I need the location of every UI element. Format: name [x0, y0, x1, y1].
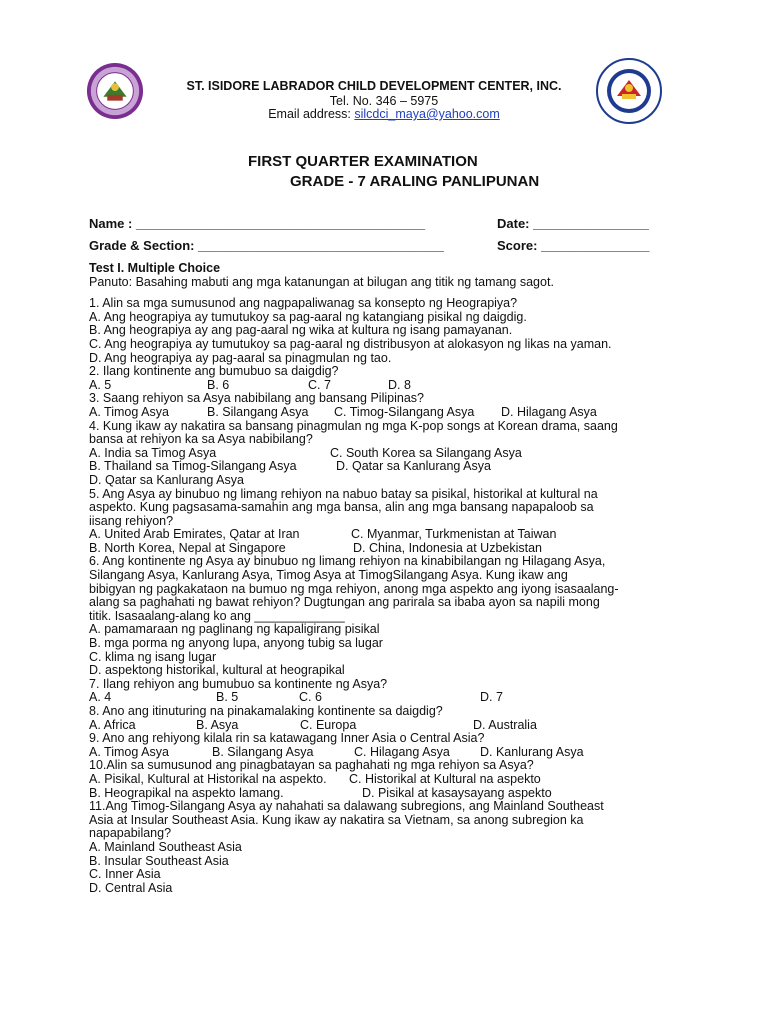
choice-text: D. China, Indonesia at Uzbekistan — [353, 540, 542, 555]
line-text: napapabilang? — [89, 826, 172, 841]
choice-text: C. Historikal at Kultural na aspekto — [349, 771, 541, 786]
choice-text: B. 6 — [207, 377, 230, 392]
question-line — [89, 569, 689, 583]
question-line — [89, 583, 689, 597]
line-text: A. 5 — [89, 377, 112, 392]
question-line — [89, 406, 689, 420]
line-text: D. Central Asia — [89, 880, 173, 895]
choice-text: C. Europa — [300, 717, 357, 732]
choice-text: C. 6 — [299, 690, 322, 705]
date-field[interactable]: Date: ________________ — [497, 216, 649, 231]
question-line — [89, 297, 689, 311]
line-text: C. Inner Asia — [89, 867, 161, 882]
line-text: A. Ang heograpiya ay tumutukoy sa pag-aaral ng katangiang pisikal ng daigdig. — [89, 309, 527, 324]
question-line — [89, 447, 689, 461]
line-text: 2. Ilang kontinente ang bumubuo sa daigdig? — [89, 364, 339, 379]
line-text: A. Africa — [89, 717, 136, 732]
test-title: Test I. Multiple Choice — [89, 261, 221, 275]
line-text: B. Ang heograpiya ay ang pag-aaral ng wika at kultura ng isang pamayanan. — [89, 323, 513, 338]
choice-text: C. Timog-Silangang Asya — [334, 404, 475, 419]
question-line — [89, 882, 689, 896]
line-text: 8. Ano ang itinuturing na pinakamalaking kontinente sa daigdig? — [89, 704, 443, 718]
line-text: A. India sa Timog Asya — [89, 445, 217, 460]
question-line — [89, 515, 689, 529]
exam-title: FIRST QUARTER EXAMINATION — [248, 153, 478, 170]
question-line — [89, 338, 689, 352]
line-text: 5. Ang Asya ay binubuo ng limang rehiyon na nabuo batay sa pisikal, historikal at kultural na — [89, 486, 598, 501]
question-line — [89, 610, 689, 624]
line-text: 7. Ilang rehiyon ang bumubuo sa kontinente ng Asya? — [89, 676, 388, 691]
choice-text: D. Kanlurang Asya — [480, 744, 584, 759]
question-line — [89, 365, 689, 379]
line-text: 6. Ang kontinente ng Asya ay binubuo ng limang rehiyon na kinabibilangan ng Hilagang Asya, — [89, 554, 606, 569]
question-line — [89, 474, 689, 488]
choice-text: C. Myanmar, Turkmenistan at Taiwan — [351, 527, 557, 542]
line-text: C. klima ng isang lugar — [89, 649, 217, 664]
question-line — [89, 651, 689, 665]
choice-text: D. 8 — [388, 377, 411, 392]
question-line — [89, 555, 689, 569]
line-text: D. Qatar sa Kanlurang Asya — [89, 472, 244, 487]
question-line — [89, 841, 689, 855]
email-link[interactable]: silcdci_maya@yahoo.com — [354, 107, 500, 121]
question-line — [89, 719, 689, 733]
line-text: A. Mainland Southeast Asia — [89, 839, 242, 854]
choice-text: C. Hilagang Asya — [354, 744, 450, 759]
line-text: D. aspektong historikal, kultural at heograpikal — [89, 663, 345, 678]
line-text: 11.Ang Timog-Silangang Asya ay nahahati sa dalawang subregions, ang Mainland Southeast — [89, 799, 604, 814]
email-label: Email address: — [268, 107, 355, 121]
question-line — [89, 827, 689, 841]
line-text: B. mga porma ng anyong lupa, anyong tubig sa lugar — [89, 636, 383, 651]
test-body — [89, 262, 689, 895]
question-line — [89, 623, 689, 637]
question-line — [89, 637, 689, 651]
school-name: ST. ISIDORE LABRADOR CHILD DEVELOPMENT CENTER, INC. — [186, 79, 562, 93]
choice-text: D. Australia — [473, 717, 537, 732]
line-text: Asia at Insular Southeast Asia. Kung ikaw ay nakatira sa Vietnam, sa anong subregion ka — [89, 812, 584, 827]
question-line — [89, 678, 689, 692]
question-line — [89, 855, 689, 869]
name-field[interactable]: Name : ________________________________________ — [89, 216, 426, 231]
question-line — [89, 379, 689, 393]
line-text: B. North Korea, Nepal at Singapore — [89, 540, 286, 555]
line-text: A. Pisikal, Kultural at Historikal na aspekto. — [89, 771, 327, 786]
question-line — [89, 501, 689, 515]
question-line — [89, 705, 689, 719]
line-text: aspekto. Kung pagsasama-samahin ang mga bansa, alin ang mga bansang napapaloob sa — [89, 500, 594, 515]
grade-section-field[interactable]: Grade & Section: __________________________________ — [89, 238, 444, 253]
line-text: titik. Isasaalang-alang ko ang _____________ — [89, 608, 345, 623]
line-text: 1. Alin sa mga sumusunod ang nagpapaliwanag sa konsepto ng Heograpiya? — [89, 296, 518, 311]
line-text: A. United Arab Emirates, Qatar at Iran — [89, 527, 300, 542]
choice-text: B. Asya — [196, 717, 239, 732]
choice-text: B. 5 — [216, 690, 239, 705]
line-text: A. Timog Asya — [89, 404, 169, 419]
line-text: B. Thailand sa Timog-Silangang Asya — [89, 459, 297, 474]
question-line — [89, 311, 689, 325]
email-line — [0, 107, 768, 121]
line-text: A. pamamaraan ng paglinang ng kapaligirang pisikal — [89, 622, 380, 637]
line-text: A. Timog Asya — [89, 744, 169, 759]
line-text: Silangang Asya, Kanlurang Asya, Timog Asya at TimogSilangang Asya. Kung ikaw ang — [89, 568, 568, 583]
test-instructions: Panuto: Basahing mabuti ang mga katanungan at bilugan ang titik ng tamang sagot. — [89, 274, 554, 289]
choice-text: D. Hilagang Asya — [501, 404, 597, 419]
question-line — [89, 352, 689, 366]
question-line — [89, 433, 689, 447]
question-line — [89, 787, 689, 801]
question-line — [89, 664, 689, 678]
telephone-number: Tel. No. 346 – 5975 — [329, 94, 439, 108]
line-text: bibigyan ng pagkakataon na bumuo ng mga rehiyon, anong mga aspekto ang iyong isasaalang- — [89, 581, 619, 596]
question-line — [89, 488, 689, 502]
question-line — [89, 528, 689, 542]
choice-text: D. Qatar sa Kanlurang Asya — [336, 459, 491, 474]
exam-subtitle: GRADE - 7 ARALING PANLIPUNAN — [290, 173, 540, 190]
line-text: B. Heograpikal na aspekto lamang. — [89, 785, 284, 800]
line-text: 3. Saang rehiyon sa Asya nabibilang ang bansang Pilipinas? — [89, 391, 424, 406]
question-line — [89, 542, 689, 556]
line-text: C. Ang heograpiya ay tumutukoy sa pag-aaral ng distribusyon at alokasyon ng likas na yaman. — [89, 336, 612, 351]
question-line — [89, 596, 689, 610]
choice-text: D. Pisikal at kasaysayang aspekto — [362, 785, 552, 800]
choice-text: B. Silangang Asya — [207, 404, 309, 419]
question-line — [89, 773, 689, 787]
line-text: bansa at rehiyon ka sa Asya nabibilang? — [89, 432, 313, 447]
line-text: 4. Kung ikaw ay nakatira sa bansang pinagmulan ng mga K-pop songs at Korean drama, saang — [89, 418, 618, 433]
question-line — [89, 460, 689, 474]
question-line — [89, 732, 689, 746]
line-text: D. Ang heograpiya ay pag-aaral sa pinagmulan ng tao. — [89, 350, 392, 365]
choice-text: C. 7 — [308, 377, 331, 392]
choice-text: D. 7 — [480, 690, 503, 705]
question-line — [89, 800, 689, 814]
line-text: 10.Alin sa sumusunod ang pinagbatayan sa paghahati ng mga rehiyon sa Asya? — [89, 758, 534, 773]
question-line — [89, 759, 689, 773]
line-text: B. Insular Southeast Asia — [89, 853, 229, 868]
question-line — [89, 814, 689, 828]
question-line — [89, 324, 689, 338]
score-field[interactable]: Score: _______________ — [497, 238, 650, 253]
question-line — [89, 868, 689, 882]
question-line — [89, 420, 689, 434]
question-line — [89, 691, 689, 705]
question-list — [89, 297, 689, 895]
question-line — [89, 746, 689, 760]
choice-text: B. Silangang Asya — [212, 744, 314, 759]
line-text: 9. Ano ang rehiyong kilala rin sa katawagang Inner Asia o Central Asia? — [89, 731, 485, 746]
choice-text: C. South Korea sa Silangang Asya — [330, 445, 522, 460]
line-text: iisang rehiyon? — [89, 513, 174, 528]
line-text: alang sa paghahati ng bawat rehiyon? Dugtungan ang parirala sa ibaba ayon sa napili mong — [89, 595, 600, 610]
question-line — [89, 392, 689, 406]
line-text: A. 4 — [89, 690, 112, 705]
